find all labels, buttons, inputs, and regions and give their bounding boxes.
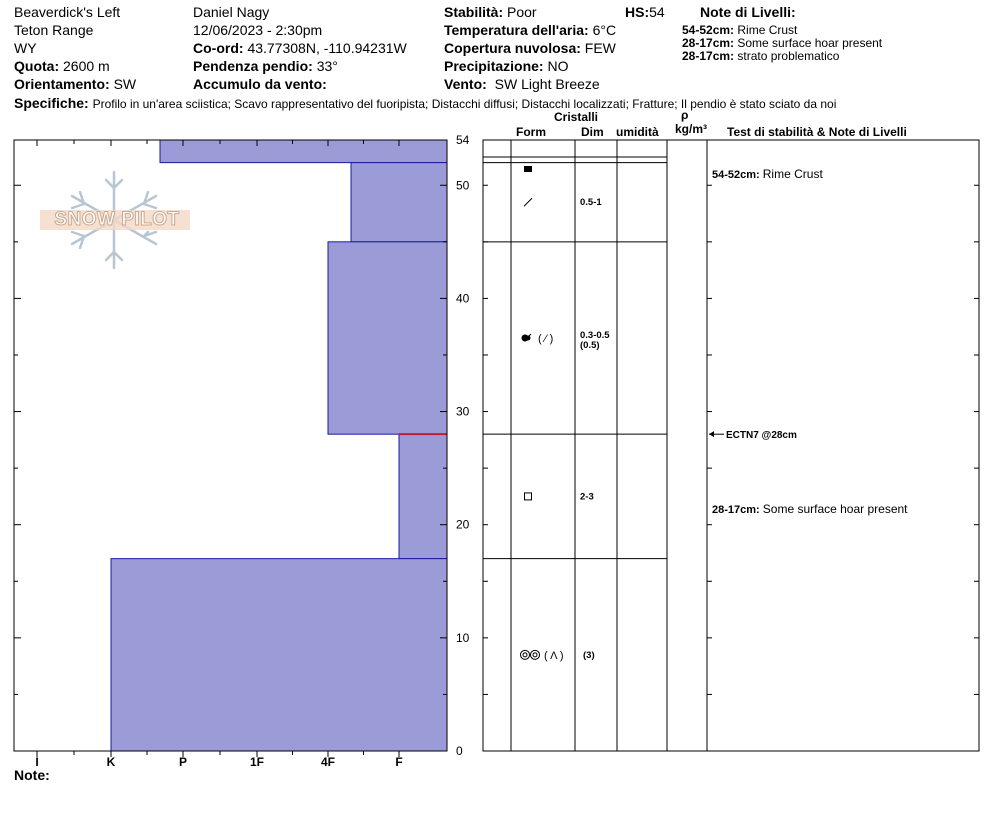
faceted-icon xyxy=(525,493,532,500)
hardness-bar xyxy=(328,242,447,434)
size-header: Dim xyxy=(581,125,604,139)
stability-test-arrowhead xyxy=(709,431,714,437)
hardness-bar xyxy=(351,163,447,242)
melt-freeze-icon xyxy=(521,650,530,659)
air-temp-value: 6°C xyxy=(592,22,617,38)
hardness-bar xyxy=(399,434,447,558)
y-tick-label: 0 xyxy=(456,744,463,758)
layer-notes-title: Note di Livelli: xyxy=(700,4,796,20)
logo-text: SNOW PILOT xyxy=(54,209,180,230)
elevation-value: 2600 m xyxy=(63,58,110,74)
aspect-value: SW xyxy=(113,76,137,92)
specifics-value: Profilo in un'area sciistica; Scavo rappresentativo del fuoripista; Distacchi diffusi; Distacchi localizzati; Fratture; Il pendio è stato sciato da noi xyxy=(92,97,837,111)
melt-freeze-icon xyxy=(531,650,540,659)
datetime: 12/06/2023 - 2:30pm xyxy=(193,22,323,38)
layer-note-range: 54-52cm: xyxy=(682,23,735,37)
sky-value: FEW xyxy=(584,40,616,56)
rime-icon xyxy=(524,166,532,172)
note-label: Note: xyxy=(14,767,50,783)
melt-freeze-icon xyxy=(533,653,537,657)
location: Beaverdick's Left xyxy=(14,4,121,20)
coord-value: 43.77308N, -110.94231W xyxy=(247,40,407,56)
slope-label: Pendenza pendio: xyxy=(193,58,313,74)
hardness-bar xyxy=(160,140,447,163)
stability-value: Poor xyxy=(507,4,537,20)
coord-label: Co-ord: xyxy=(193,40,244,56)
layer-note-entry: 28-17cm: Some surface hoar present xyxy=(712,502,908,516)
stability-label: Stabilità: xyxy=(444,4,504,20)
crystal-size-label: (3) xyxy=(583,649,595,661)
hardness-layers xyxy=(111,140,447,751)
x-tick-label: K xyxy=(106,755,116,769)
y-tick-label: 10 xyxy=(456,630,470,645)
y-tick-label: 54 xyxy=(456,133,470,147)
layer-note-range: 28-17cm: xyxy=(682,36,735,50)
x-tick-label: 1F xyxy=(249,755,265,769)
aspect-label: Orientamento: xyxy=(14,76,110,92)
slope-value: 33° xyxy=(316,58,338,74)
crystal-size-label: 2-3 xyxy=(580,491,594,503)
moisture-header: umidità xyxy=(616,125,659,139)
y-tick-label: 30 xyxy=(456,404,470,419)
layer-note-text: Some surface hoar present xyxy=(737,36,883,50)
layer-note-text: strato problematico xyxy=(737,49,840,63)
crystals-header: Cristalli xyxy=(554,110,599,124)
x-tick-label: F xyxy=(395,755,403,769)
y-tick-label: 20 xyxy=(456,517,470,532)
precip-value: NO xyxy=(547,58,569,74)
sky-label: Copertura nuvolosa: xyxy=(444,40,581,56)
observer: Daniel Nagy xyxy=(193,4,270,20)
secondary-form-icon: ( ⁄ ) xyxy=(538,333,554,346)
hardness-bar xyxy=(111,559,447,751)
form-header: Form xyxy=(516,125,546,139)
y-tick-label: 50 xyxy=(456,178,470,193)
elevation-label: Quota: xyxy=(14,58,60,74)
layer-note-text: Rime Crust xyxy=(737,23,798,37)
crystal-size-label: 0.3-0.5 xyxy=(580,330,610,342)
x-tick-label: I xyxy=(35,755,39,769)
wind-loading-label: Accumulo da vento: xyxy=(193,76,327,92)
state: WY xyxy=(14,40,37,56)
crystal-symbols xyxy=(521,166,564,662)
surface-hoar-icon xyxy=(524,198,532,206)
specifics-label: Specifiche: xyxy=(14,95,89,111)
melt-freeze-icon xyxy=(523,653,527,657)
layer-note-entry: 54-52cm: Rime Crust xyxy=(712,167,823,181)
hs-label: HS: xyxy=(625,4,650,20)
air-temp-label: Temperatura dell'aria: xyxy=(444,22,589,38)
crystal-table-text xyxy=(580,167,908,661)
layer-note-range: 28-17cm: xyxy=(682,49,735,63)
x-tick-label: 4F xyxy=(320,755,336,769)
tests-header: Test di stabilità & Note di Livelli xyxy=(727,125,907,139)
wind-label: Vento: xyxy=(444,76,487,92)
crystal-size-label: (0.5) xyxy=(580,340,600,352)
crystal-size-label: 0.5-1 xyxy=(580,197,602,209)
stability-test-label: ECTN7 @28cm xyxy=(726,430,797,442)
hs-value: 54 xyxy=(649,4,665,20)
secondary-form-icon: ( Λ ) xyxy=(544,649,564,662)
y-tick-label: 40 xyxy=(456,291,470,306)
wind-value: SW Light Breeze xyxy=(494,76,600,92)
precip-label: Precipitazione: xyxy=(444,58,544,74)
density-unit-header: kg/m³ xyxy=(675,122,708,136)
rho-header: ρ xyxy=(681,108,689,122)
x-tick-label: P xyxy=(178,755,188,769)
mountain-range: Teton Range xyxy=(14,22,94,38)
decomposing-icon xyxy=(526,336,531,341)
